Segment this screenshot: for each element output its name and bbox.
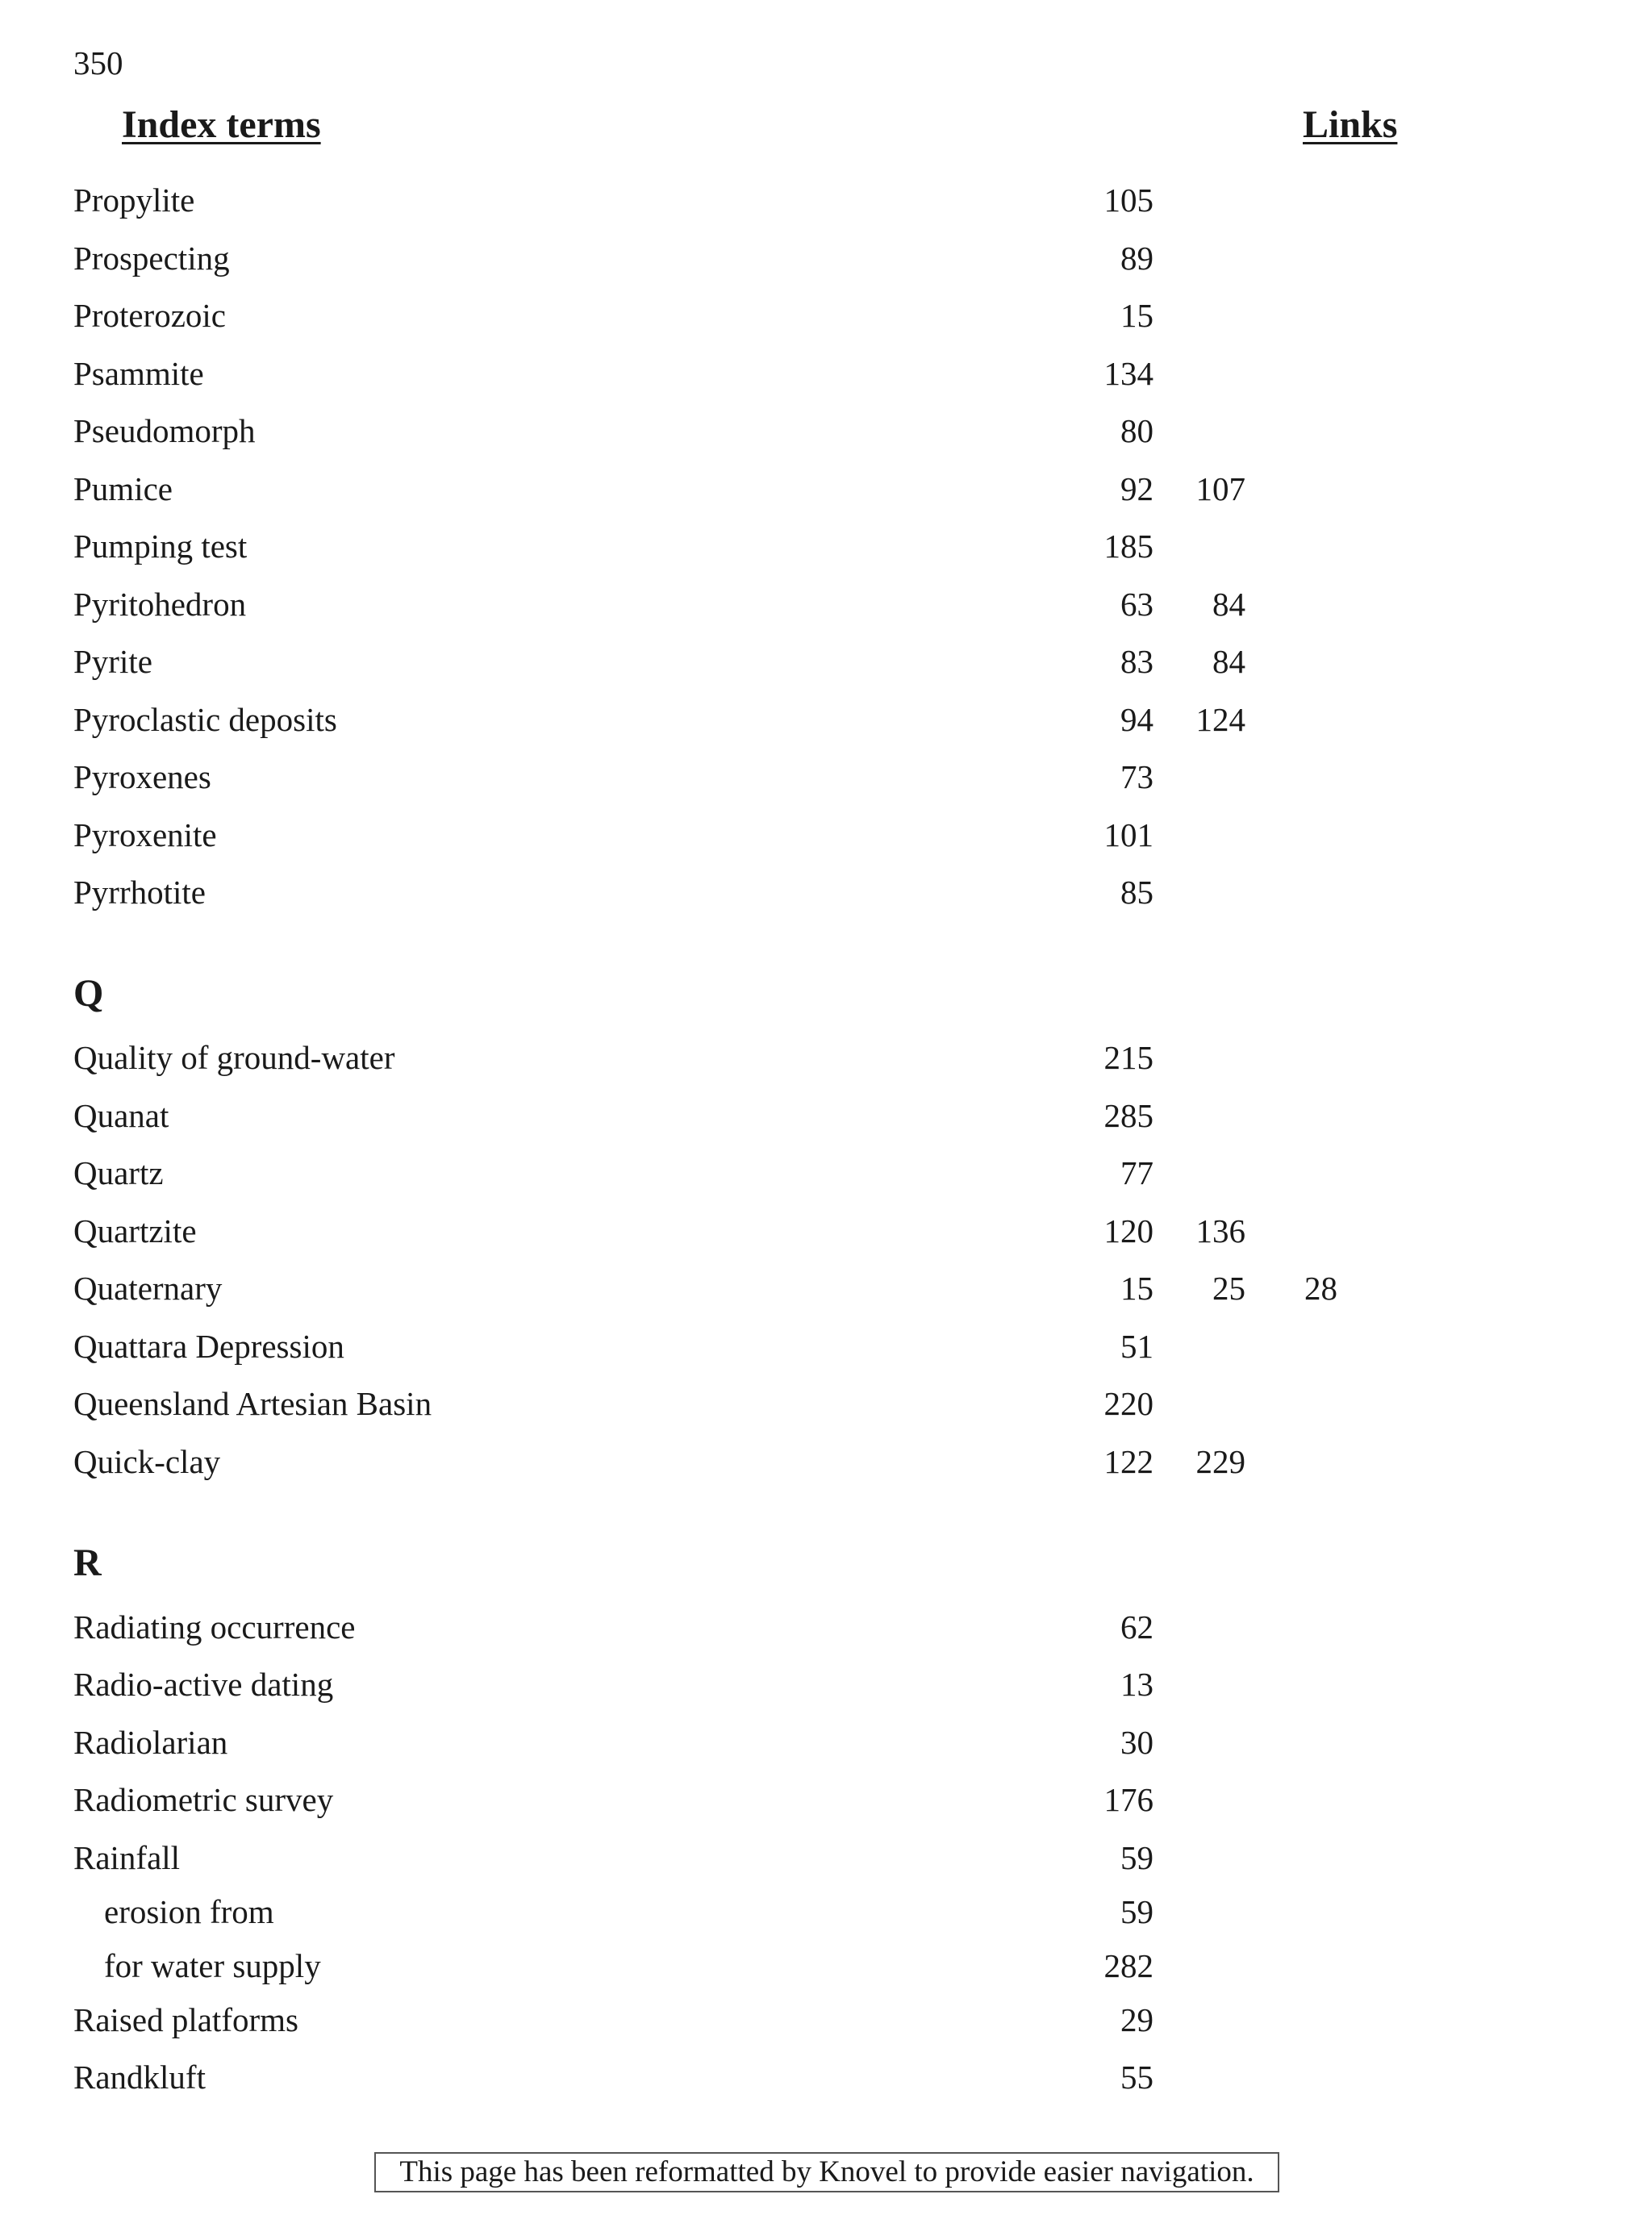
page-link[interactable]: 84 xyxy=(1212,585,1245,623)
page-link[interactable]: 229 xyxy=(1195,1442,1245,1480)
page-link[interactable]: 220 xyxy=(1103,1385,1153,1422)
page-link[interactable]: 28 xyxy=(1304,1270,1337,1307)
page-link[interactable]: 84 xyxy=(1212,643,1245,680)
index-term: Pseudomorph xyxy=(73,412,256,449)
page-number: 350 xyxy=(73,44,123,81)
index-term: Radiometric survey xyxy=(73,1781,334,1818)
page-link[interactable]: 13 xyxy=(1120,1666,1153,1703)
index-term: Prospecting xyxy=(73,239,230,277)
page-link[interactable]: 105 xyxy=(1103,181,1153,219)
page-link[interactable]: 285 xyxy=(1103,1096,1153,1134)
index-entry xyxy=(0,1996,1652,2044)
index-entry xyxy=(0,465,1652,513)
page-link[interactable]: 136 xyxy=(1195,1212,1245,1249)
page-link[interactable]: 185 xyxy=(1103,528,1153,565)
index-subentry xyxy=(0,1942,1652,1990)
index-term: Quanat xyxy=(73,1096,169,1134)
index-term: for water supply xyxy=(104,1946,321,1984)
index-entry xyxy=(0,291,1652,340)
index-term: Pyroxenite xyxy=(73,816,217,853)
page-link[interactable]: 62 xyxy=(1120,1608,1153,1646)
page-link[interactable]: 80 xyxy=(1120,412,1153,449)
index-entry xyxy=(0,811,1652,859)
index-entry xyxy=(0,176,1652,224)
page-link[interactable]: 51 xyxy=(1120,1327,1153,1365)
index-term: Randkluft xyxy=(73,2059,206,2096)
index-term: Pyroclastic deposits xyxy=(73,700,337,738)
index-entry xyxy=(0,1833,1652,1882)
index-entry xyxy=(0,522,1652,570)
index-entry xyxy=(0,1379,1652,1428)
index-subentry xyxy=(0,1888,1652,1936)
page-link[interactable]: 176 xyxy=(1103,1781,1153,1818)
index-entry xyxy=(0,234,1652,282)
page-link[interactable]: 25 xyxy=(1212,1270,1245,1307)
index-term: Radiolarian xyxy=(73,1723,228,1761)
page-link[interactable]: 63 xyxy=(1120,585,1153,623)
index-entry xyxy=(0,753,1652,801)
index-entry xyxy=(0,1718,1652,1767)
page-link[interactable]: 30 xyxy=(1120,1723,1153,1761)
index-term: Quality of ground-water xyxy=(73,1039,395,1076)
index-term: Pumice xyxy=(73,469,173,507)
index-entry xyxy=(0,1091,1652,1140)
index-entry xyxy=(0,1149,1652,1197)
page-link[interactable]: 59 xyxy=(1120,1892,1153,1930)
index-entry xyxy=(0,349,1652,398)
page-link[interactable]: 85 xyxy=(1120,874,1153,911)
knovel-footer-note: This page has been reformatted by Knovel to provide easier navigation. xyxy=(374,2152,1279,2192)
page-link[interactable]: 15 xyxy=(1120,297,1153,334)
index-term: Psammite xyxy=(73,354,204,392)
page-link[interactable]: 215 xyxy=(1103,1039,1153,1076)
page-link[interactable]: 83 xyxy=(1120,643,1153,680)
index-entry xyxy=(0,868,1652,916)
index-term: Queensland Artesian Basin xyxy=(73,1385,432,1422)
page-link[interactable]: 107 xyxy=(1195,469,1245,507)
page-link[interactable]: 55 xyxy=(1120,2059,1153,2096)
index-term: Quartzite xyxy=(73,1212,197,1249)
index-term: Raised platforms xyxy=(73,2000,298,2038)
index-entry xyxy=(0,1322,1652,1370)
index-entry xyxy=(0,1033,1652,1082)
page-link[interactable]: 89 xyxy=(1120,239,1153,277)
page-link[interactable]: 77 xyxy=(1120,1154,1153,1191)
page-link[interactable]: 29 xyxy=(1120,2000,1153,2038)
page-link[interactable]: 101 xyxy=(1103,816,1153,853)
page-link[interactable]: 122 xyxy=(1103,1442,1153,1480)
index-entry xyxy=(0,1437,1652,1486)
index-term: Quick-clay xyxy=(73,1442,221,1480)
index-entry xyxy=(0,1207,1652,1255)
page-link[interactable]: 59 xyxy=(1120,1838,1153,1876)
index-entry xyxy=(0,407,1652,455)
links-header: Links xyxy=(1303,103,1398,146)
index-term: Pyrite xyxy=(73,643,152,680)
index-terms-header: Index terms xyxy=(122,103,321,146)
page-link[interactable]: 94 xyxy=(1120,700,1153,738)
index-term: Propylite xyxy=(73,181,195,219)
index-entry xyxy=(0,695,1652,744)
index-term: Quaternary xyxy=(73,1270,223,1307)
index-term: Pyritohedron xyxy=(73,585,247,623)
page-link[interactable]: 15 xyxy=(1120,1270,1153,1307)
index-entry xyxy=(0,2053,1652,2101)
index-entry xyxy=(0,1603,1652,1651)
index-term: Radiating occurrence xyxy=(73,1608,356,1646)
index-term: Quartz xyxy=(73,1154,164,1191)
section-letter-q: Q xyxy=(73,972,104,1015)
page-link[interactable]: 92 xyxy=(1120,469,1153,507)
index-term: Rainfall xyxy=(73,1838,181,1876)
page-link[interactable]: 282 xyxy=(1103,1946,1153,1984)
index-term: Pyroxenes xyxy=(73,758,211,795)
index-term: erosion from xyxy=(104,1892,274,1930)
page-link[interactable]: 73 xyxy=(1120,758,1153,795)
index-entry xyxy=(0,637,1652,686)
index-term: Pyrrhotite xyxy=(73,874,206,911)
page-link[interactable]: 134 xyxy=(1103,354,1153,392)
index-entry xyxy=(0,1660,1652,1708)
index-entry xyxy=(0,1264,1652,1312)
index-term: Pumping test xyxy=(73,528,248,565)
index-entry xyxy=(0,1775,1652,1824)
section-letter-r: R xyxy=(73,1541,102,1584)
index-term: Quattara Depression xyxy=(73,1327,344,1365)
index-entry xyxy=(0,580,1652,628)
index-term: Radio-active dating xyxy=(73,1666,334,1703)
page-link[interactable]: 120 xyxy=(1103,1212,1153,1249)
index-term: Proterozoic xyxy=(73,297,226,334)
page-link[interactable]: 124 xyxy=(1195,700,1245,738)
